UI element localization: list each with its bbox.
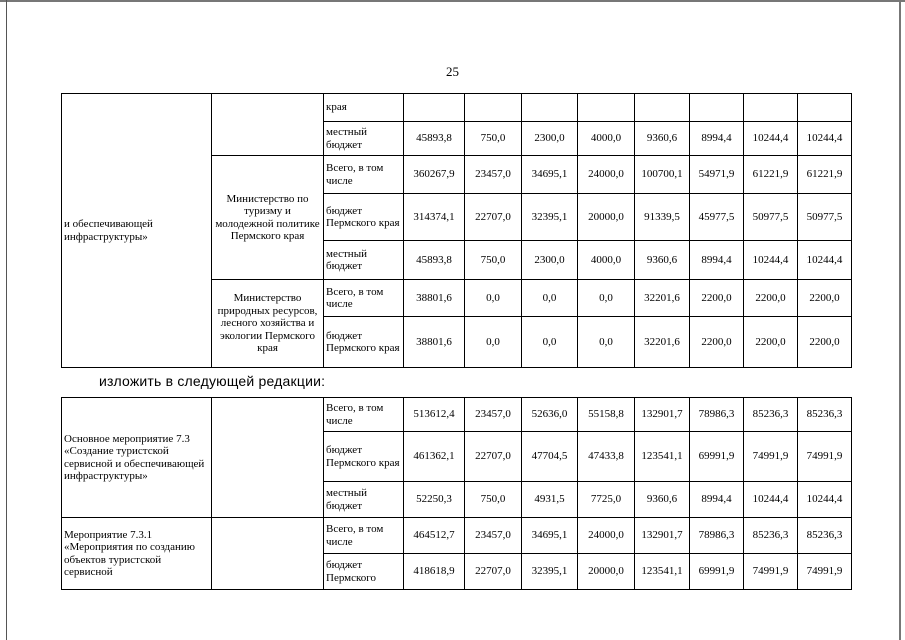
value-cell: 123541,1 — [635, 554, 690, 590]
value-cell: 50977,5 — [744, 194, 798, 241]
value-cell: 32395,1 — [522, 554, 578, 590]
value-cell: 750,0 — [465, 482, 522, 518]
value-cell: 0,0 — [465, 317, 522, 368]
value-cell: 2200,0 — [744, 317, 798, 368]
funding-source-cell: края — [324, 94, 404, 122]
value-cell: 61221,9 — [744, 156, 798, 194]
activity-name-cell: и обеспечивающей инфраструктуры» — [62, 94, 212, 368]
value-cell: 22707,0 — [465, 432, 522, 482]
funding-source-cell: Всего, в том числе — [324, 156, 404, 194]
value-cell: 0,0 — [522, 280, 578, 317]
value-cell: 32201,6 — [635, 280, 690, 317]
value-cell: 8994,4 — [690, 241, 744, 280]
value-cell: 74991,9 — [798, 554, 852, 590]
value-cell: 750,0 — [465, 122, 522, 156]
value-cell: 91339,5 — [635, 194, 690, 241]
value-cell: 0,0 — [578, 317, 635, 368]
value-cell: 513612,4 — [404, 398, 465, 432]
org-cell-empty — [212, 94, 324, 156]
value-cell: 461362,1 — [404, 432, 465, 482]
value-cell: 34695,1 — [522, 156, 578, 194]
value-cell: 8994,4 — [690, 122, 744, 156]
value-cell: 24000,0 — [578, 156, 635, 194]
value-cell: 23457,0 — [465, 156, 522, 194]
scan-edge-right — [899, 0, 901, 640]
value-cell: 61221,9 — [798, 156, 852, 194]
funding-source-cell: местный бюджет — [324, 241, 404, 280]
value-cell: 74991,9 — [798, 432, 852, 482]
activity-name-cell: Основное мероприятие 7.3 «Создание туристской сервисной и обеспечивающей инфраструктуры» — [62, 398, 212, 518]
value-cell: 52250,3 — [404, 482, 465, 518]
value-cell: 4000,0 — [578, 122, 635, 156]
value-cell: 132901,7 — [635, 398, 690, 432]
org-tourism-ministry: Министерство по туризму и молодежной политике Пермского края — [212, 156, 324, 280]
value-cell: 85236,3 — [744, 398, 798, 432]
value-cell: 2200,0 — [690, 317, 744, 368]
value-cell: 10244,4 — [798, 122, 852, 156]
value-cell: 69991,9 — [690, 554, 744, 590]
value-cell: 47704,5 — [522, 432, 578, 482]
value-cell: 8994,4 — [690, 482, 744, 518]
page-number: 25 — [446, 64, 459, 79]
value-cell: 20000,0 — [578, 554, 635, 590]
value-cell: 24000,0 — [578, 518, 635, 554]
value-cell: 360267,9 — [404, 156, 465, 194]
funding-source-cell: бюджет Пермского — [324, 554, 404, 590]
value-cell: 10244,4 — [744, 482, 798, 518]
value-cell: 9360,6 — [635, 482, 690, 518]
value-cell: 9360,6 — [635, 241, 690, 280]
value-cell: 123541,1 — [635, 432, 690, 482]
value-cell: 132901,7 — [635, 518, 690, 554]
value-cell: 10244,4 — [744, 122, 798, 156]
value-cell: 78986,3 — [690, 398, 744, 432]
value-cell: 2300,0 — [522, 241, 578, 280]
value-cell: 10244,4 — [798, 241, 852, 280]
value-cell: 750,0 — [465, 241, 522, 280]
scan-edge-top — [0, 0, 905, 2]
table-row — [62, 518, 852, 554]
value-cell: 38801,6 — [404, 317, 465, 368]
value-cell: 0,0 — [522, 317, 578, 368]
value-cell: 2300,0 — [522, 122, 578, 156]
value-cell: 23457,0 — [465, 518, 522, 554]
value-cell: 7725,0 — [578, 482, 635, 518]
value-cell: 10244,4 — [798, 482, 852, 518]
value-cell: 52636,0 — [522, 398, 578, 432]
value-cell: 85236,3 — [798, 398, 852, 432]
value-cell: 22707,0 — [465, 554, 522, 590]
value-cell: 74991,9 — [744, 554, 798, 590]
value-cell: 2200,0 — [798, 280, 852, 317]
scan-edge-left — [6, 0, 7, 640]
value-cell: 2200,0 — [798, 317, 852, 368]
value-cell: 45893,8 — [404, 122, 465, 156]
value-cell: 100700,1 — [635, 156, 690, 194]
value-cell: 2200,0 — [690, 280, 744, 317]
value-cell: 22707,0 — [465, 194, 522, 241]
value-cell: 9360,6 — [635, 122, 690, 156]
table-row — [62, 398, 852, 432]
value-cell: 464512,7 — [404, 518, 465, 554]
funding-source-cell: бюджет Пермского края — [324, 194, 404, 241]
funding-source-cell: Всего, в том числе — [324, 398, 404, 432]
funding-source-cell: местный бюджет — [324, 482, 404, 518]
value-cell: 418618,9 — [404, 554, 465, 590]
funding-source-cell: местный бюджет — [324, 122, 404, 156]
budget-table-new — [61, 397, 852, 590]
org-cell-empty — [212, 518, 324, 590]
value-cell: 0,0 — [465, 280, 522, 317]
org-cell-empty — [212, 398, 324, 518]
value-cell: 32201,6 — [635, 317, 690, 368]
value-cell: 4000,0 — [578, 241, 635, 280]
value-cell: 54971,9 — [690, 156, 744, 194]
value-cell: 85236,3 — [744, 518, 798, 554]
value-cell: 314374,1 — [404, 194, 465, 241]
value-cell: 2200,0 — [744, 280, 798, 317]
value-cell: 23457,0 — [465, 398, 522, 432]
value-cell: 32395,1 — [522, 194, 578, 241]
value-cell: 0,0 — [578, 280, 635, 317]
funding-source-cell: Всего, в том числе — [324, 518, 404, 554]
value-cell: 50977,5 — [798, 194, 852, 241]
value-cell: 38801,6 — [404, 280, 465, 317]
value-cell: 85236,3 — [798, 518, 852, 554]
table-row — [62, 94, 852, 122]
org-natural-resources-ministry: Министерство природных ресурсов, лесного хозяйства и экологии Пермского края — [212, 280, 324, 368]
value-cell: 4931,5 — [522, 482, 578, 518]
funding-source-cell: бюджет Пермского края — [324, 317, 404, 368]
value-cell: 69991,9 — [690, 432, 744, 482]
value-cell: 34695,1 — [522, 518, 578, 554]
value-cell: 20000,0 — [578, 194, 635, 241]
value-cell: 47433,8 — [578, 432, 635, 482]
value-cell: 45893,8 — [404, 241, 465, 280]
funding-source-cell: бюджет Пермского края — [324, 432, 404, 482]
funding-source-cell: Всего, в том числе — [324, 280, 404, 317]
value-cell: 10244,4 — [744, 241, 798, 280]
section-heading: изложить в следующей редакции: — [99, 373, 326, 389]
activity-name-cell: Мероприятие 7.3.1 «Мероприятия по созданию объектов туристской сервисной — [62, 518, 212, 590]
value-cell: 55158,8 — [578, 398, 635, 432]
value-cell: 78986,3 — [690, 518, 744, 554]
value-cell: 74991,9 — [744, 432, 798, 482]
budget-table-old — [61, 93, 852, 368]
value-cell: 45977,5 — [690, 194, 744, 241]
